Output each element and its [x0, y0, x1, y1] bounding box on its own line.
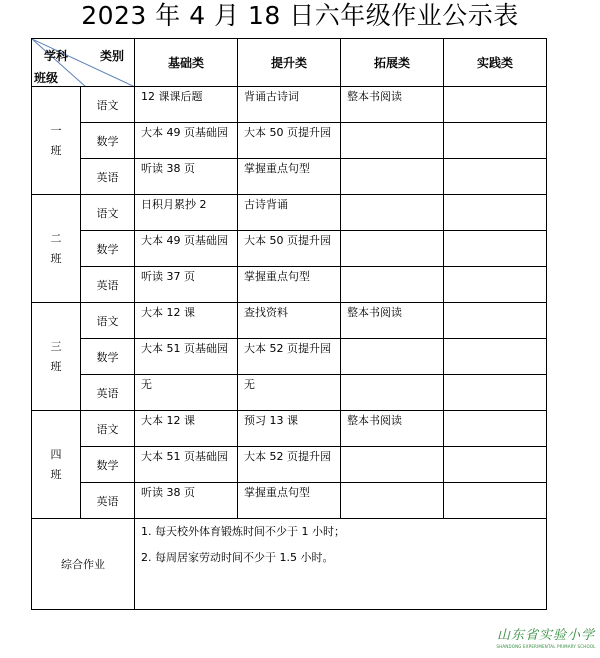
work-cell: 大本 49 页基础园 — [135, 123, 238, 159]
work-cell — [444, 159, 547, 195]
work-cell — [444, 339, 547, 375]
work-cell: 无 — [135, 375, 238, 411]
work-cell: 大本 50 页提升园 — [238, 231, 341, 267]
work-cell: 背诵古诗词 — [238, 87, 341, 123]
work-cell — [341, 195, 444, 231]
summary-notes — [135, 519, 547, 610]
school-logo — [496, 628, 596, 650]
col-header-improve: 提升类 — [238, 39, 341, 87]
work-cell: 预习 13 课 — [238, 411, 341, 447]
subject-cell: 数学 — [81, 339, 135, 375]
work-cell — [341, 159, 444, 195]
work-cell — [444, 195, 547, 231]
work-cell — [444, 123, 547, 159]
work-cell — [341, 375, 444, 411]
work-cell — [444, 87, 547, 123]
subject-cell: 英语 — [81, 375, 135, 411]
work-cell — [444, 231, 547, 267]
school-logo-subtitle: SHANDONG EXPERIMENTAL PRIMARY SCHOOL — [496, 644, 596, 649]
col-header-basic: 基础类 — [135, 39, 238, 87]
work-cell — [341, 339, 444, 375]
summary-note: 2. 每周居家劳动时间不少于 1.5 小时。 — [141, 551, 334, 564]
work-cell — [444, 483, 547, 519]
work-cell: 掌握重点句型 — [238, 267, 341, 303]
work-cell: 大本 12 课 — [135, 303, 238, 339]
work-cell — [444, 411, 547, 447]
work-cell: 查找资料 — [238, 303, 341, 339]
table-row — [32, 195, 547, 231]
class-name: 三 班 — [50, 339, 62, 373]
work-cell: 听读 38 页 — [135, 483, 238, 519]
class-name: 四 班 — [50, 447, 62, 481]
work-cell: 12 课课后题 — [135, 87, 238, 123]
table-row — [32, 339, 547, 375]
work-cell: 整本书阅读 — [341, 303, 444, 339]
summary-note: 1. 每天校外体育锻炼时间不少于 1 小时； — [141, 525, 345, 538]
work-cell: 无 — [238, 375, 341, 411]
col-header-practice: 实践类 — [444, 39, 547, 87]
subject-cell: 数学 — [81, 447, 135, 483]
page-title: 2023 年 4 月 18 日六年级作业公示表 — [81, 1, 519, 30]
subject-cell: 英语 — [81, 159, 135, 195]
work-cell — [341, 483, 444, 519]
summary-row — [32, 519, 547, 610]
work-cell — [341, 447, 444, 483]
work-cell — [341, 123, 444, 159]
table-row — [32, 123, 547, 159]
subject-cell: 英语 — [81, 483, 135, 519]
subject-cell: 语文 — [81, 195, 135, 231]
table-row — [32, 303, 547, 339]
table-row — [32, 87, 547, 123]
subject-cell: 语文 — [81, 87, 135, 123]
work-cell — [444, 267, 547, 303]
table-row — [32, 267, 547, 303]
work-cell: 听读 38 页 — [135, 159, 238, 195]
table-row — [32, 447, 547, 483]
work-cell: 掌握重点句型 — [238, 159, 341, 195]
work-cell: 大本 49 页基础园 — [135, 231, 238, 267]
header-row — [32, 39, 547, 87]
class-name-cell — [32, 411, 81, 519]
work-cell: 大本 50 页提升园 — [238, 123, 341, 159]
class-label: 班级 — [34, 71, 59, 85]
work-cell: 大本 52 页提升园 — [238, 339, 341, 375]
work-cell: 整本书阅读 — [341, 411, 444, 447]
subject-cell: 数学 — [81, 123, 135, 159]
work-cell — [444, 375, 547, 411]
class-name-cell — [32, 195, 81, 303]
class-name-cell — [32, 303, 81, 411]
work-cell — [444, 303, 547, 339]
subject-cell: 数学 — [81, 231, 135, 267]
class-name: 二 班 — [50, 231, 62, 265]
work-cell: 掌握重点句型 — [238, 483, 341, 519]
col-header-extend: 拓展类 — [341, 39, 444, 87]
table-row — [32, 375, 547, 411]
work-cell — [341, 267, 444, 303]
table-row — [32, 411, 547, 447]
work-cell — [444, 447, 547, 483]
diagonal-header-cell — [32, 39, 135, 87]
subject-cell: 语文 — [81, 411, 135, 447]
class-name: 一 班 — [50, 123, 62, 157]
table-row — [32, 159, 547, 195]
work-cell: 大本 51 页基础园 — [135, 447, 238, 483]
work-cell: 大本 12 课 — [135, 411, 238, 447]
school-logo-name: 山东省实验小学 — [496, 628, 595, 643]
table-row — [32, 231, 547, 267]
subject-label: 学科 — [44, 49, 69, 63]
summary-label: 综合作业 — [32, 519, 135, 610]
work-cell: 大本 52 页提升园 — [238, 447, 341, 483]
work-cell: 听读 37 页 — [135, 267, 238, 303]
work-cell — [341, 231, 444, 267]
table-row — [32, 483, 547, 519]
subject-cell: 语文 — [81, 303, 135, 339]
subject-cell: 英语 — [81, 267, 135, 303]
homework-table — [31, 38, 547, 610]
category-label: 类别 — [99, 49, 124, 63]
class-name-cell — [32, 87, 81, 195]
work-cell: 大本 51 页基础园 — [135, 339, 238, 375]
work-cell: 日积月累抄 2 — [135, 195, 238, 231]
work-cell: 古诗背诵 — [238, 195, 341, 231]
work-cell: 整本书阅读 — [341, 87, 444, 123]
